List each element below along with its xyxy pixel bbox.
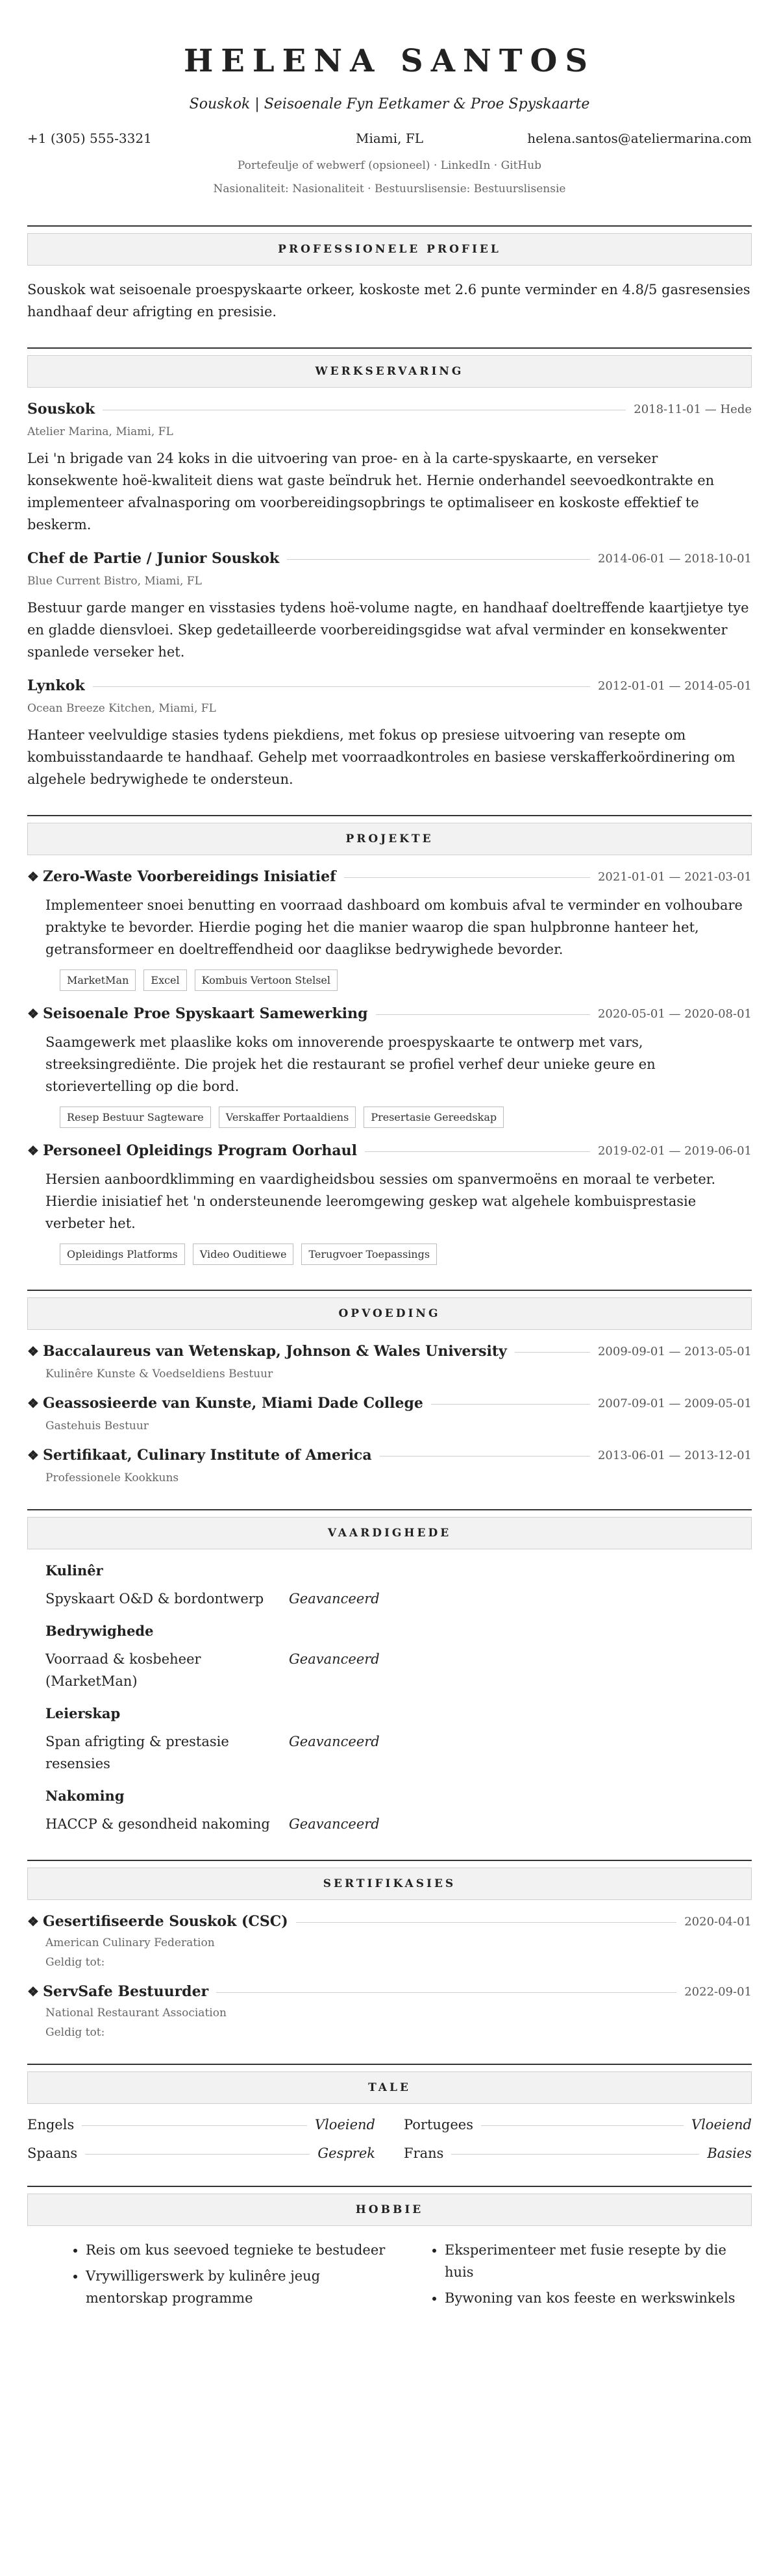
skill-group: [27, 1562, 752, 1610]
diamond-bullet-icon: ❖: [27, 1006, 39, 1022]
profile-section: [27, 225, 752, 323]
leader-line: [451, 2154, 699, 2155]
job-dates: 2014-06-01 — 2018-10-01: [597, 551, 752, 566]
hobbies-list-right: [412, 2239, 752, 2313]
experience-entry: [27, 550, 752, 663]
employer: Ocean Breeze Kitchen, Miami, FL: [27, 702, 216, 716]
language-level: Vloeiend: [314, 2117, 375, 2133]
skill-name: Span afrigting & prestasie resensies: [45, 1734, 229, 1772]
skill-level: Geavanceerd: [289, 1651, 380, 1668]
project-tags: [27, 969, 752, 991]
project-name: Personeel Opleidings Program Oorhaul: [42, 1142, 357, 1160]
project-name: Zero-Waste Voorbereidings Inisiatief: [42, 868, 336, 886]
job-dates: 2018-11-01 — Hede: [634, 402, 752, 416]
language-item: [27, 2117, 375, 2132]
section-title: PROFESSIONELE PROFIEL: [27, 233, 752, 266]
education-entry: [27, 1343, 752, 1381]
headline: Souskok | Seisoenale Fyn Eetkamer & Proe Spyskaarte: [189, 96, 590, 112]
section-title: PROJEKTE: [27, 823, 752, 855]
job-title: Lynkok: [27, 677, 85, 695]
language-name: Portugees: [404, 2117, 473, 2133]
skill-level: Geavanceerd: [289, 1591, 380, 1607]
section-title: SERTIFIKASIES: [27, 1868, 752, 1900]
leader-line: [515, 1352, 590, 1353]
job-description: Lei 'n brigade van 24 koks in die uitvoering van proe- en à la carte-spyskaarte, en verseker konsekwente hoë-kwaliteit diens wat gaste beïndruk het. Hernie onderhandel seevoedkontrakte en implementeer afvalnasporing om voorbereidingsopbrings te optimaliseer en koskoste effektief te beskerm.: [27, 451, 715, 533]
employer: Atelier Marina, Miami, FL: [27, 425, 173, 439]
leader-line: [365, 1151, 590, 1152]
project-dates: 2021-01-01 — 2021-03-01: [597, 869, 752, 884]
skill-group-title: Nakoming: [45, 1788, 125, 1805]
language-level: Vloeiend: [691, 2117, 752, 2133]
separator: ·: [367, 182, 371, 195]
tag: Kombuis Vertoon Stelsel: [195, 969, 338, 991]
candidate-name: HELENA SANTOS: [183, 43, 596, 79]
experience-entry: [27, 401, 752, 536]
skills-section: [27, 1509, 752, 1835]
skill-name: Voorraad & kosbeheer (MarketMan): [45, 1651, 201, 1690]
certifications-section: [27, 1860, 752, 2039]
education-dates: 2007-09-01 — 2009-05-01: [597, 1396, 752, 1410]
skill-group: [27, 1623, 752, 1692]
leader-line: [431, 1404, 590, 1405]
language-name: Frans: [404, 2145, 444, 2162]
education-section: [27, 1290, 752, 1484]
contact-row: [27, 131, 752, 146]
skill-level: Geavanceerd: [289, 1816, 380, 1832]
hobbies-section: [27, 2186, 752, 2313]
field-of-study: Kulinêre Kunste & Voedseldiens Bestuur: [45, 1368, 273, 1381]
skill-name: Spyskaart O&D & bordontwerp: [45, 1591, 264, 1607]
diamond-bullet-icon: ❖: [27, 1984, 39, 2000]
language-item: [404, 2117, 752, 2132]
skill-group-title: Kulinêr: [45, 1562, 103, 1579]
skill-group-title: Leierskap: [45, 1705, 121, 1722]
degree: Geassosieerde van Kunste, Miami Dade College: [42, 1395, 423, 1412]
tag: MarketMan: [60, 969, 136, 991]
job-description: Bestuur garde manger en visstasies tydens hoë-volume nagte, en handhaaf doeltreffende kaartjietye tye en gladde diensvloei. Skep gedetailleerde voorbereidingsgidse wat afval verminder en konsekwenter spanlede verseker het.: [27, 600, 749, 660]
separator: ·: [493, 159, 498, 172]
hobbies-grid: [27, 2239, 752, 2313]
tag: Presertasie Gereedskap: [364, 1107, 504, 1128]
section-rule: [27, 225, 752, 227]
field-of-study: Gastehuis Bestuur: [45, 1419, 149, 1433]
leader-line: [296, 1922, 677, 1923]
project-entry: [27, 1005, 752, 1128]
project-tags: [27, 1107, 752, 1128]
project-description: Saamgewerk met plaaslike koks om innoverende proespyskaarte te ontwerp met vars, streeksingrediënte. Die projek het die restaurant se profiel verhef deur unieke geure en storievertelling op die bord.: [45, 1034, 656, 1095]
skill-group: [27, 1705, 752, 1775]
employer: Blue Current Bistro, Miami, FL: [27, 575, 202, 588]
linkedin-link[interactable]: LinkedIn: [440, 159, 491, 172]
project-dates: 2020-05-01 — 2020-08-01: [597, 1007, 752, 1021]
certification-entry: [27, 1913, 752, 1969]
section-rule: [27, 347, 752, 349]
project-description: Hersien aanboordklimming en vaardigheidsbou sessies om spanvermoëns en moraal te verbeter. Hierdie inisiatief het 'n ondersteunende leeromgewing geskep wat algehele kombuisprestasie verbeter het.: [45, 1171, 716, 1232]
hobby-item: • Vrywilligerswerk by kulinêre jeug mentorskap programme: [86, 2265, 393, 2309]
project-tags: [27, 1244, 752, 1265]
hobby-item: • Bywoning van kos feeste en werkswinkels: [445, 2287, 752, 2309]
section-rule: [27, 1509, 752, 1510]
section-rule: [27, 1290, 752, 1291]
section-rule: [27, 815, 752, 816]
leader-line: [85, 2154, 310, 2155]
tag: Resep Bestuur Sagteware: [60, 1107, 211, 1128]
languages-section: [27, 2064, 752, 2161]
leader-line: [376, 1014, 590, 1015]
certification-issuer: American Culinary Federation: [45, 1936, 215, 1950]
github-link[interactable]: GitHub: [501, 159, 542, 172]
nationality: Nasionaliteit: Nasionaliteit: [213, 182, 364, 195]
certification-valid-until: Geldig tot:: [45, 1956, 105, 1970]
section-rule: [27, 1860, 752, 1861]
education-entry: [27, 1395, 752, 1432]
leader-line: [93, 686, 590, 687]
leader-line: [380, 1456, 590, 1457]
project-name: Seisoenale Proe Spyskaart Samewerking: [42, 1005, 368, 1023]
experience-section: [27, 347, 752, 790]
language-name: Engels: [27, 2117, 75, 2133]
tag: Opleidings Platforms: [60, 1244, 185, 1265]
portfolio-link[interactable]: Portefeulje of webwerf (opsioneel): [237, 159, 430, 172]
leader-line: [344, 877, 590, 878]
job-title: Chef de Partie / Junior Souskok: [27, 550, 280, 568]
diamond-bullet-icon: ❖: [27, 1395, 39, 1412]
section-rule: [27, 2186, 752, 2187]
section-title: HOBBIE: [27, 2194, 752, 2226]
phone: +1 (305) 555-3321: [27, 131, 152, 146]
tag: Video Ouditiewe: [193, 1244, 294, 1265]
field-of-study: Professionele Kookkuns: [45, 1471, 179, 1485]
hobby-item: • Eksperimenteer met fusie resepte by die huis: [445, 2239, 752, 2283]
certification-entry: [27, 1983, 752, 2039]
drivers-license: Bestuurslisensie: Bestuurslisensie: [374, 182, 566, 195]
certification-issuer: National Restaurant Association: [45, 2007, 227, 2020]
certification-name: ServSafe Bestuurder: [42, 1983, 209, 2001]
job-title: Souskok: [27, 401, 95, 418]
leader-line: [216, 1992, 676, 1993]
leader-line: [82, 2125, 307, 2126]
skill-group: [27, 1788, 752, 1835]
diamond-bullet-icon: ❖: [27, 1914, 39, 1930]
projects-section: [27, 815, 752, 1265]
job-dates: 2012-01-01 — 2014-05-01: [597, 679, 752, 693]
profile-text: Souskok wat seisoenale proespyskaarte orkeer, koskoste met 2.6 punte verminder en 4.8/5 gasresensies handhaaf deur afrigting en presisie.: [27, 282, 750, 320]
project-dates: 2019-02-01 — 2019-06-01: [597, 1144, 752, 1158]
section-title: WERKSERVARING: [27, 355, 752, 388]
certification-date: 2022-09-01: [684, 1984, 752, 1999]
tag: Terugvoer Toepassings: [301, 1244, 437, 1265]
diamond-bullet-icon: ❖: [27, 1143, 39, 1159]
certification-valid-until: Geldig tot:: [45, 2026, 105, 2040]
hobbies-list-left: [53, 2239, 393, 2313]
experience-entry: [27, 677, 752, 790]
languages-grid: [27, 2117, 752, 2161]
tag: Excel: [143, 969, 186, 991]
certification-date: 2020-04-01: [684, 1914, 752, 1929]
leader-line: [481, 2125, 684, 2126]
degree: Baccalaureus van Wetenskap, Johnson & Wales University: [42, 1343, 507, 1360]
education-dates: 2013-06-01 — 2013-12-01: [597, 1448, 752, 1462]
language-item: [404, 2145, 752, 2161]
diamond-bullet-icon: ❖: [27, 1447, 39, 1464]
language-name: Spaans: [27, 2145, 78, 2162]
section-title: OPVOEDING: [27, 1297, 752, 1330]
skill-name: HACCP & gesondheid nakoming: [45, 1816, 270, 1832]
language-level: Basies: [707, 2145, 752, 2162]
resume-header: [27, 43, 752, 195]
personal-meta: [27, 182, 752, 195]
hobby-item: • Reis om kus seevoed tegnieke te bestudeer: [86, 2239, 393, 2261]
certification-name: Gesertifiseerde Souskok (CSC): [42, 1913, 288, 1931]
project-entry: [27, 1142, 752, 1265]
project-description: Implementeer snoei benutting en voorraad dashboard om kombuis afval te verminder en volhoubare praktyke te bevorder. Hierdie poging het die manier waarop die span hulpbronne hanteer het, getransformeer en doeltreffendheid oor daaglikse bedrywighede bevorder.: [45, 897, 743, 958]
tag: Verskaffer Portaaldiens: [219, 1107, 356, 1128]
section-title: TALE: [27, 2071, 752, 2104]
language-level: Gesprek: [317, 2145, 375, 2162]
diamond-bullet-icon: ❖: [27, 1344, 39, 1360]
skill-group-title: Bedrywighede: [45, 1623, 154, 1640]
separator: ·: [433, 159, 438, 172]
location: Miami, FL: [355, 131, 424, 146]
language-item: [27, 2145, 375, 2161]
section-title: VAARDIGHEDE: [27, 1517, 752, 1549]
job-description: Hanteer veelvuldige stasies tydens piekdiens, met fokus op presiese uitvoering van resepte om kombuisstandaarde te handhaaf. Gehelp met voorraadkontroles en basiese verskafferkoördinering om algehele bedrywighede te ondersteun.: [27, 727, 736, 788]
education-dates: 2009-09-01 — 2013-05-01: [597, 1344, 752, 1358]
diamond-bullet-icon: ❖: [27, 869, 39, 885]
education-entry: [27, 1447, 752, 1484]
profile-links: [27, 159, 752, 172]
degree: Sertifikaat, Culinary Institute of America: [42, 1447, 372, 1464]
leader-line: [287, 559, 590, 560]
project-entry: [27, 868, 752, 991]
email-link[interactable]: helena.santos@ateliermarina.com: [527, 131, 752, 146]
skill-level: Geavanceerd: [289, 1734, 380, 1750]
section-rule: [27, 2064, 752, 2065]
